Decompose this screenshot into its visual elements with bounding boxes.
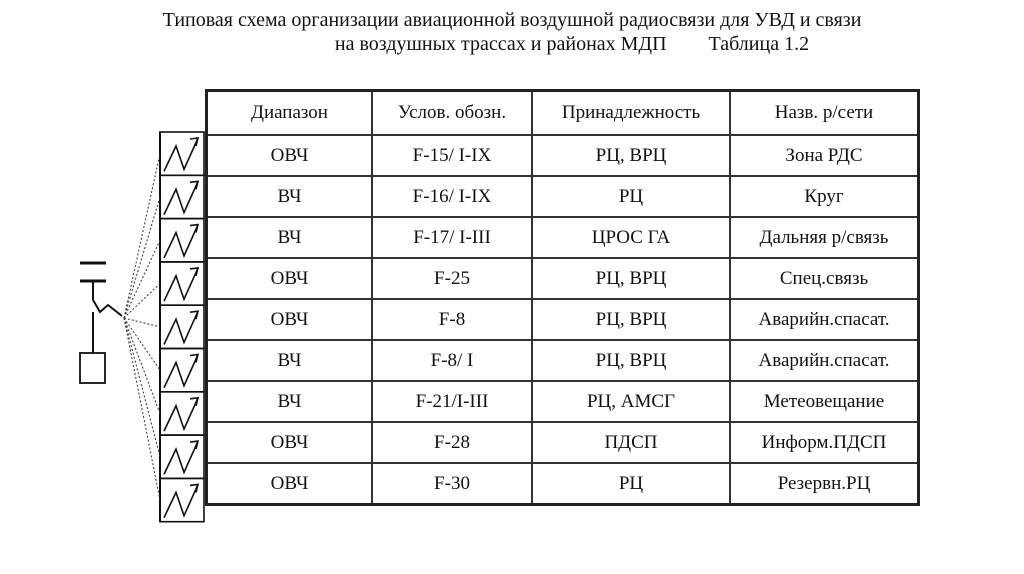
cell-network-name: Информ.ПДСП [730, 422, 919, 463]
feed-line [124, 318, 160, 370]
antenna-icon [160, 478, 204, 521]
feed-line [124, 318, 160, 500]
cell-range: ВЧ [207, 176, 373, 217]
central-station-symbol [80, 263, 122, 383]
cell-network-name: Дальняя р/связь [730, 217, 919, 258]
antenna-icon [160, 132, 204, 175]
header-designation: Услов. обозн. [372, 91, 532, 136]
cell-network-name: Метеовещание [730, 381, 919, 422]
antenna-icon [160, 262, 204, 305]
table-row [207, 299, 919, 340]
cell-affiliation: РЦ [532, 463, 730, 505]
cell-network-name: Круг [730, 176, 919, 217]
feed-line [124, 284, 160, 318]
frequency-table [205, 89, 920, 506]
cell-designation: F-30 [372, 463, 532, 505]
antenna-icon [160, 305, 204, 348]
title-line-1: Типовая схема организации авиационной воздушной радиосвязи для УВД и связи [162, 9, 862, 31]
table-row [207, 463, 919, 505]
cell-designation: F-21/I-III [372, 381, 532, 422]
cell-designation: F-8/ I [372, 340, 532, 381]
cell-range: ВЧ [207, 217, 373, 258]
table-header-row [207, 91, 919, 136]
feed-line [124, 318, 160, 457]
cell-affiliation: РЦ, ВРЦ [532, 299, 730, 340]
cell-network-name: Зона РДС [730, 135, 919, 176]
antenna-icon [160, 392, 204, 435]
table-row [207, 176, 919, 217]
feed-line [124, 240, 160, 318]
table-row [207, 135, 919, 176]
antenna-column [124, 132, 204, 522]
cell-network-name: Аварийн.спасат. [730, 299, 919, 340]
cell-affiliation: РЦ, ВРЦ [532, 258, 730, 299]
table-label: Таблица 1.2 [708, 33, 810, 55]
cell-range: ВЧ [207, 381, 373, 422]
antenna-icon [160, 175, 204, 218]
cell-designation: F-16/ I-IX [372, 176, 532, 217]
cell-range: ВЧ [207, 340, 373, 381]
antenna-icon [160, 219, 204, 262]
cell-designation: F-25 [372, 258, 532, 299]
cell-affiliation: ЦРОС ГА [532, 217, 730, 258]
cell-range: ОВЧ [207, 258, 373, 299]
cell-affiliation: ПДСП [532, 422, 730, 463]
cell-designation: F-8 [372, 299, 532, 340]
cell-network-name: Аварийн.спасат. [730, 340, 919, 381]
cell-affiliation: РЦ, ВРЦ [532, 135, 730, 176]
cell-affiliation: РЦ, АМСГ [532, 381, 730, 422]
table-row [207, 381, 919, 422]
cell-range: ОВЧ [207, 135, 373, 176]
cell-designation: F-17/ I-III [372, 217, 532, 258]
cell-designation: F-28 [372, 422, 532, 463]
table-row [207, 258, 919, 299]
cell-network-name: Резервн.РЦ [730, 463, 919, 505]
cell-range: ОВЧ [207, 299, 373, 340]
header-range: Диапазон [207, 91, 373, 136]
cell-affiliation: РЦ [532, 176, 730, 217]
cell-network-name: Спец.связь [730, 258, 919, 299]
table-row [207, 422, 919, 463]
header-affiliation: Принадлежность [532, 91, 730, 136]
cell-range: ОВЧ [207, 463, 373, 505]
feed-line [124, 318, 160, 413]
antenna-icon [160, 435, 204, 478]
cell-designation: F-15/ I-IX [372, 135, 532, 176]
header-network-name: Назв. р/сети [730, 91, 919, 136]
cell-range: ОВЧ [207, 422, 373, 463]
table-row [207, 340, 919, 381]
antenna-icon [160, 349, 204, 392]
table-row [207, 217, 919, 258]
cell-affiliation: РЦ, ВРЦ [532, 340, 730, 381]
feed-line [124, 197, 160, 318]
feed-line [124, 154, 160, 318]
title-line-2: на воздушных трассах и районах МДП [334, 33, 667, 55]
